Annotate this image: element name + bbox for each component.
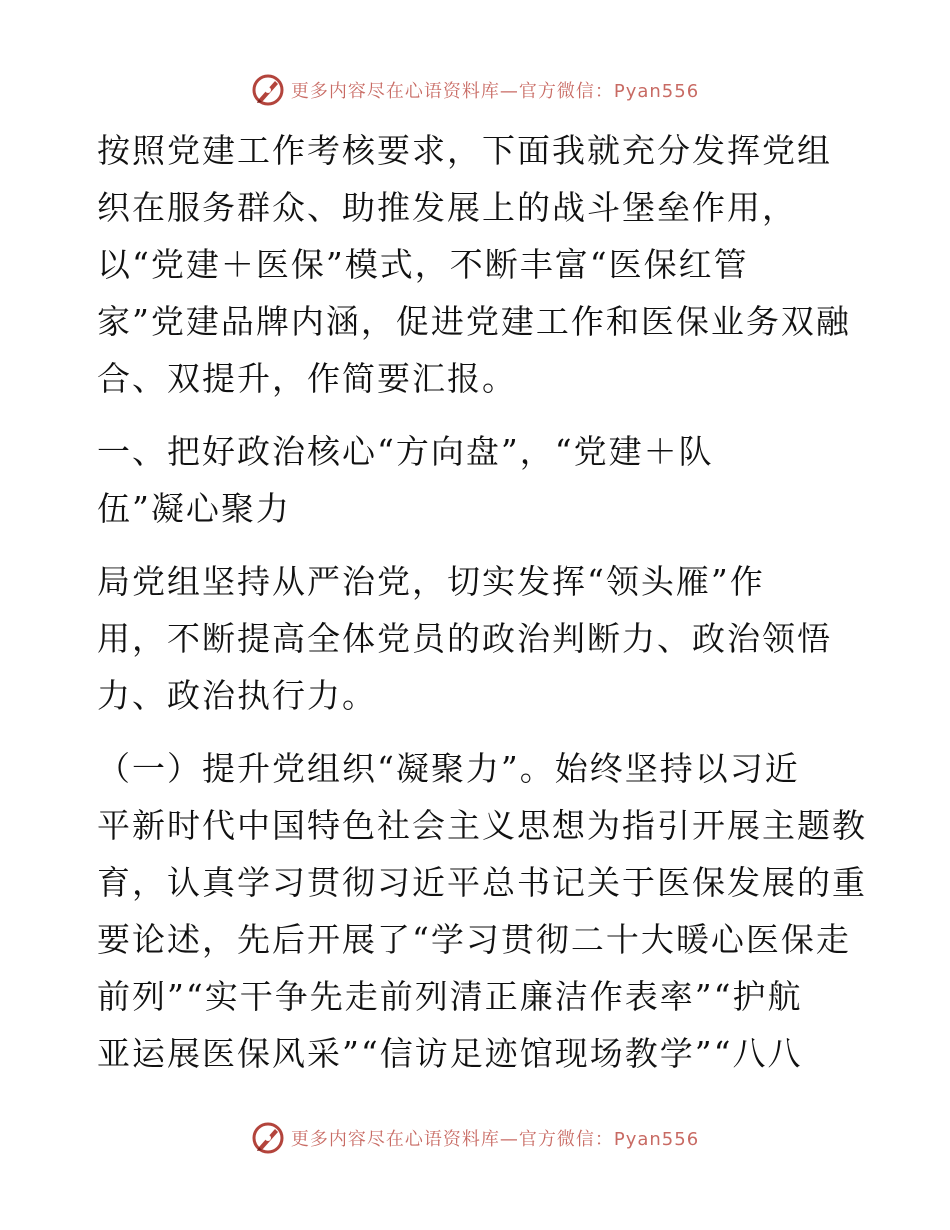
text-line: 一、把好政治核心“方向盘”，“党建＋队 <box>97 432 714 471</box>
text-line: 用，不断提高全体党员的政治判断力、政治领悟 <box>97 619 832 658</box>
watermark-text: 更多内容尽在心语资料库—官方微信：Pyan556 <box>290 1129 700 1150</box>
text-line: 合、双提升，作简要汇报。 <box>97 359 517 398</box>
pen-logo-icon <box>251 73 285 107</box>
text-line: 育，认真学习贯彻习近平总书记关于医保发展的重 <box>97 863 867 902</box>
document-body <box>97 122 867 1082</box>
watermark-header <box>0 70 950 110</box>
text-line: 局党组坚持从严治党，切实发挥“领头雁”作 <box>97 562 765 601</box>
watermark-footer <box>0 1118 950 1158</box>
text-line: 家”党建品牌内涵，促进党建工作和医保业务双融 <box>97 302 851 341</box>
text-line: 按照党建工作考核要求，下面我就充分发挥党组 <box>97 131 832 170</box>
paragraph-subsection-1 <box>97 740 867 1082</box>
text-line: 平新时代中国特色社会主义思想为指引开展主题教 <box>97 806 867 845</box>
watermark-text: 更多内容尽在心语资料库—官方微信：Pyan556 <box>290 81 700 102</box>
text-line: 亚运展医保风采”“信访足迹馆现场教学”“八八 <box>97 1034 803 1073</box>
text-line: 要论述，先后开展了“学习贯彻二十大暖心医保走 <box>97 920 851 959</box>
text-line: （一）提升党组织“凝聚力”。始终坚持以习近 <box>97 749 800 788</box>
paragraph-section-1 <box>97 553 857 724</box>
text-line: 力、政治执行力。 <box>97 676 377 715</box>
text-line: 伍”凝心聚力 <box>97 489 291 528</box>
text-line: 前列”“实干争先走前列清正廉洁作表率”“护航 <box>97 977 803 1016</box>
pen-logo-icon <box>251 1121 285 1155</box>
text-line: 织在服务群众、助推发展上的战斗堡垒作用， <box>97 188 797 227</box>
text-line: 以“党建＋医保”模式，不断丰富“医保红管 <box>97 245 749 284</box>
paragraph-intro <box>97 122 857 407</box>
section-heading-1 <box>97 423 857 537</box>
